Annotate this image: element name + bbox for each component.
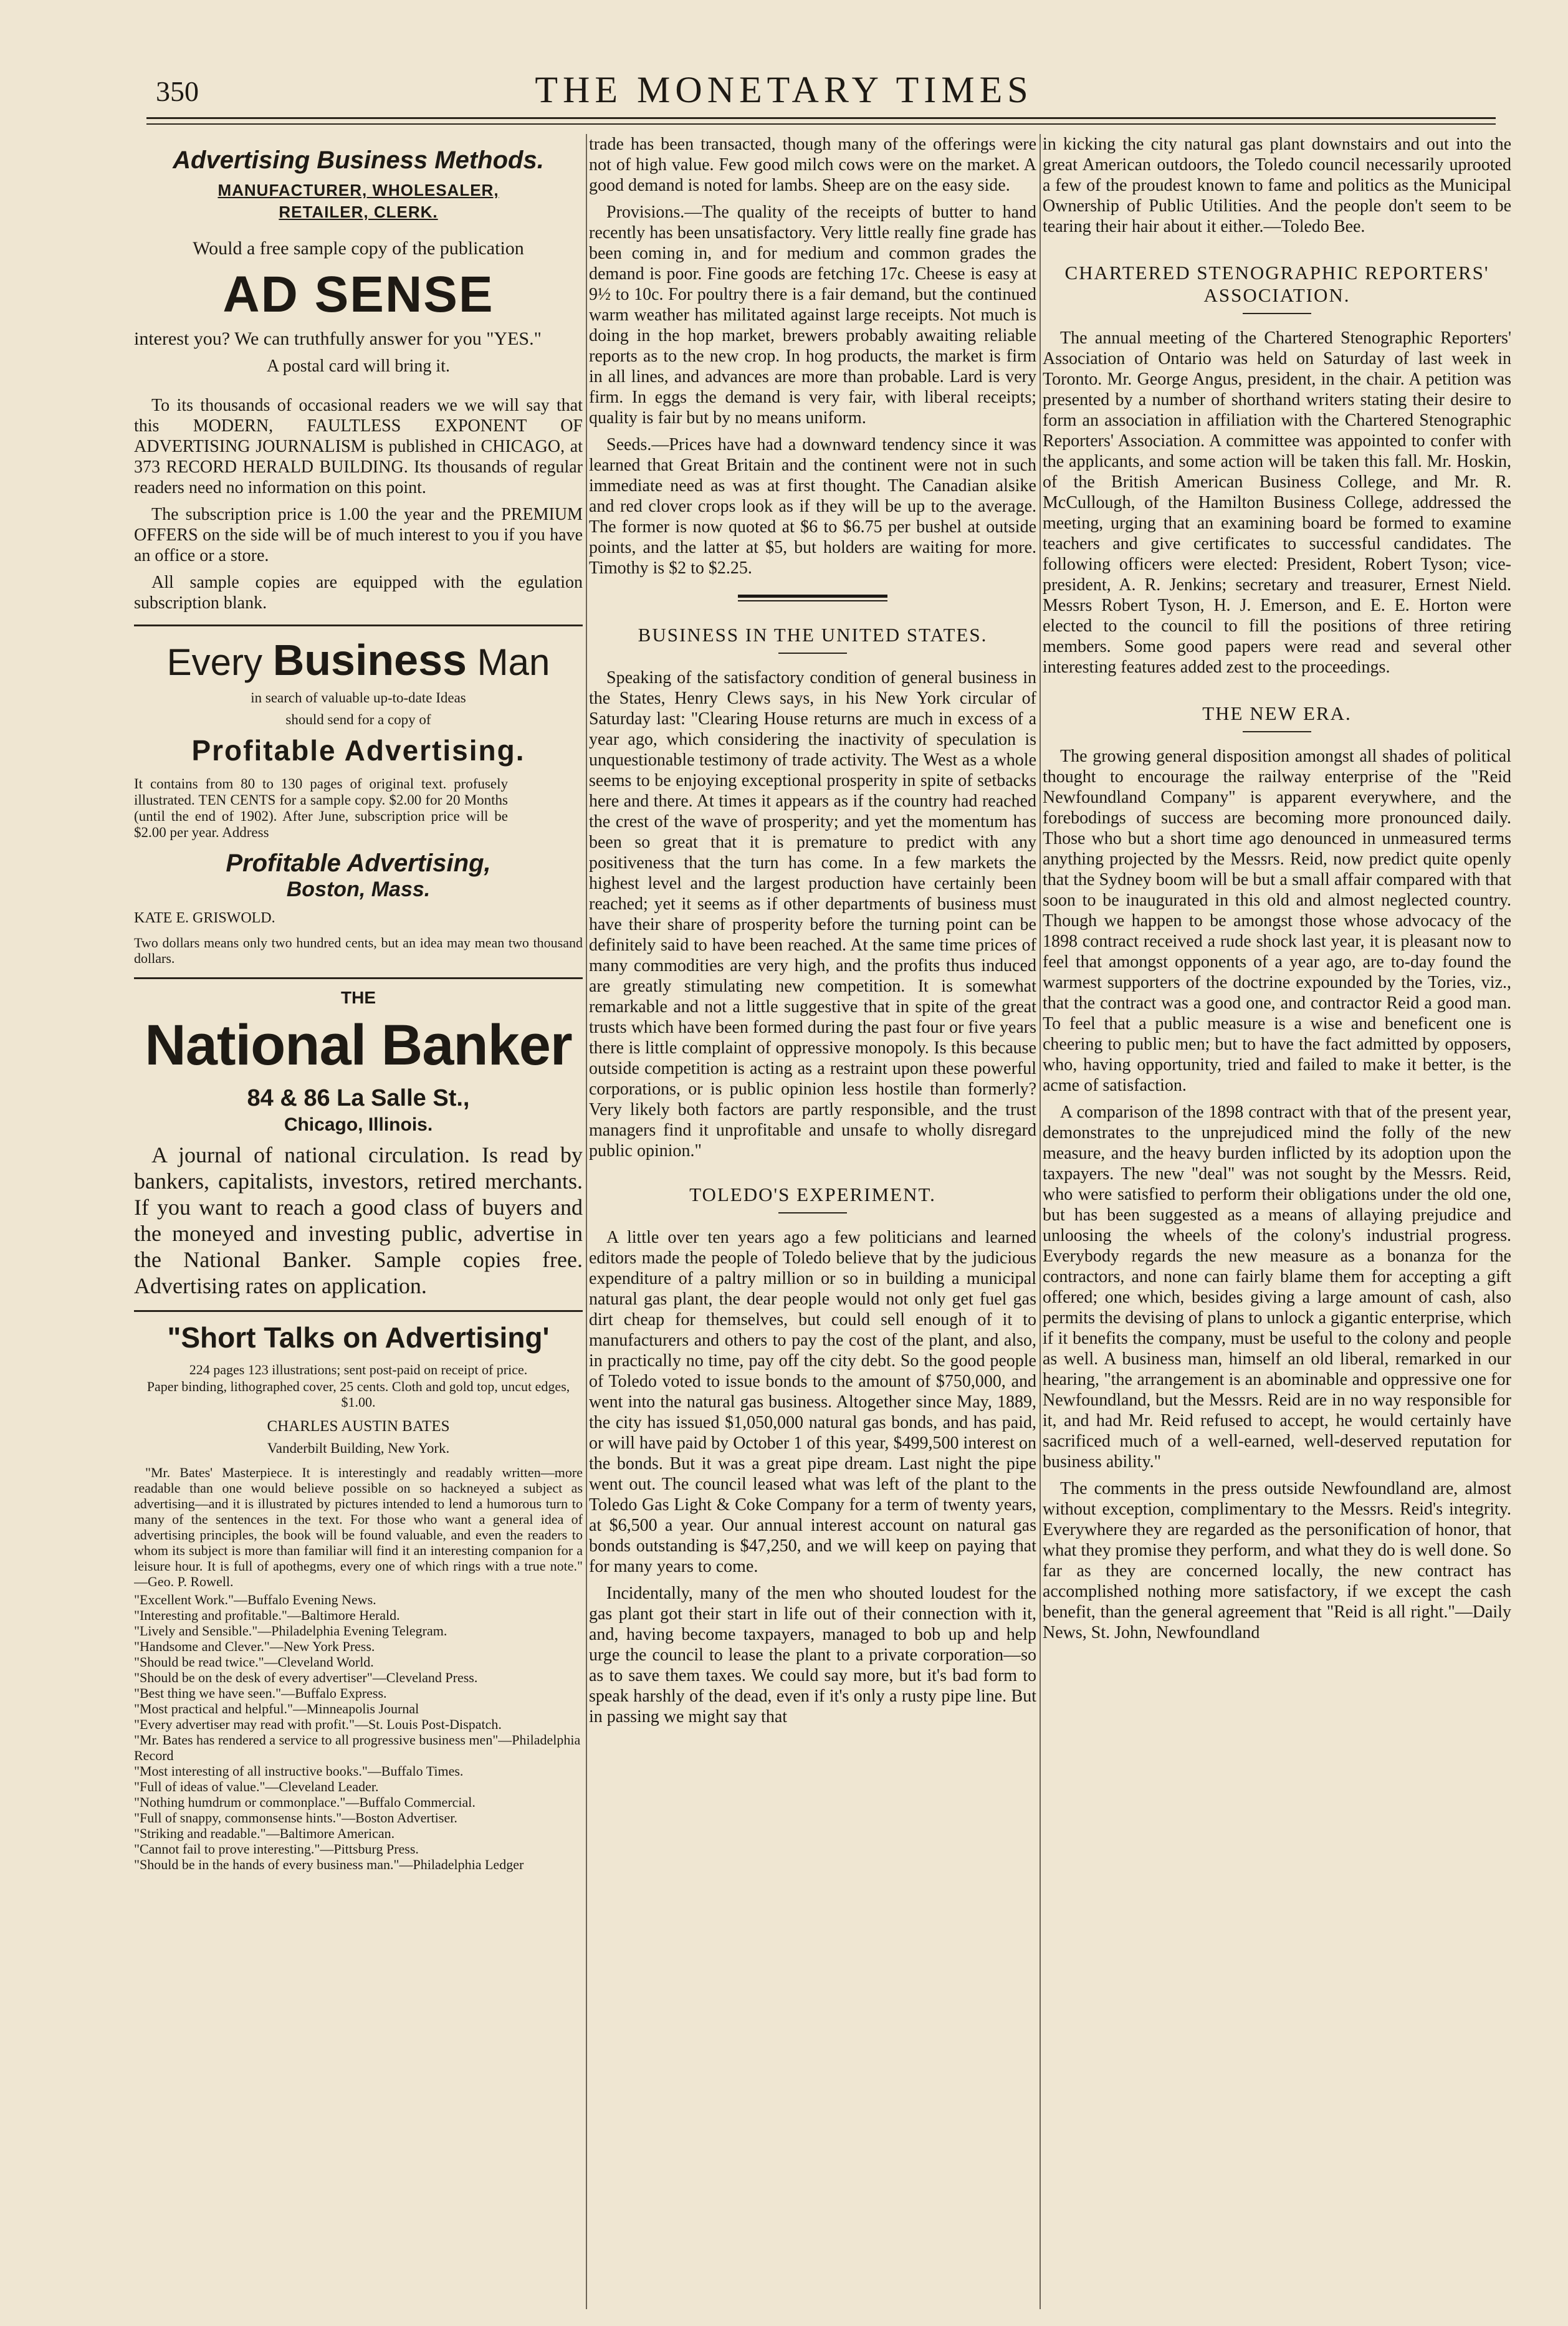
- press-quote: "Handsome and Clever."—New York Press.: [134, 1639, 375, 1654]
- markets-paragraph-seeds: Seeds.—Prices have had a downward tendency since it was learned that Great Britain and the continent were not in such immediate need as was at first thought. The Canadian alsike and red clover crops look as if they will be up to the average. The former is now quoted at $6 to $6.75 per bushel at outside points, and the latter at $5, but holders are waiting for more. Timothy is $2 to $2.25.: [589, 435, 1036, 578]
- business-heading: BUSINESS IN THE UNITED STATES.: [638, 624, 988, 646]
- markets-paragraph-provisions: Provisions.—The quality of the receipts of butter to hand recently has been unsatisfactory. Very little really fine grade has been coming in, and for medium and common grades the demand is poor. Fine goods are fetching 17c. Cheese is easy at 9½ to 10c. For poultry there is a fair demand, but the continued warm weather has militated against large receipts. Not much is doing in the hop market, brewers probably awaiting reliable reports as to the new crop. In hog products, the market is firm in all lines, and advances are more than probable. Lard is very firm. In eggs the demand is very fair, with liberal receipts; quality is fair but by no means uniform.: [589, 203, 1036, 428]
- press-quote: "Mr. Bates has rendered a service to all progressive business men"—Philadelphia Record: [134, 1732, 581, 1763]
- national-banker-advertisement: [134, 988, 583, 1299]
- profitable-body: It contains from 80 to 130 pages of original text. profusely illustrated. TEN CENTS for a sample copy. $2.00 for 20 Months (until the end of 1902). After June, subscription price will be $2.00 per year. Address: [134, 776, 508, 840]
- press-quote: "Nothing humdrum or commonplace."—Buffalo Commercial.: [134, 1794, 476, 1810]
- markets-paragraph-1: trade has been transacted, though many of the offerings were not of high value. Few good milch cows were on the market. A good demand is noted for lambs. Sheep are on the easy side.: [589, 135, 1036, 195]
- short-talks-review: "Mr. Bates' Masterpiece. It is interestingly and readably written—more readable than one would believe possible on so hackneyed a subject as advertising—and it is illustrated by pictures intended to lend a humorous turn to many of the sentences in the text. For those who want a general idea of advertising principles, the book will be found valuable, and even the readers to whom its subject is more than familiar will find it an interesting companion for a leisure hour. It is full of apothegms, every one of which rings with a true note." —Geo. P. Rowell.: [134, 1465, 583, 1589]
- column-associations-new-era: [1043, 134, 1511, 2309]
- ad-divider: [134, 977, 583, 979]
- profitable-advertising-advertisement: [134, 635, 583, 966]
- toledo-continuation: in kicking the city natural gas plant downstairs and out into the great American outdoors, the Toledo council necessarily uprooted a few of the proudest known to fame and politics as the Municipal Ownership of Public Utilities. And the people don't seem to be tearing their hair about it either.—Toledo Bee.: [1043, 135, 1511, 236]
- profitable-note: Two dollars means only two hundred cents, but an idea may mean two thousand dollars.: [134, 935, 583, 966]
- page-header: [0, 0, 1568, 131]
- press-quote: "Should be in the hands of every business man."—Philadelphia Ledger: [134, 1857, 524, 1872]
- column-markets-business: [589, 134, 1036, 2309]
- stenographic-paragraph: The annual meeting of the Chartered Stenographic Reporters' Association of Ontario was held on Saturday of last week in Toronto. Mr. George Angus, president, in the chair. A petition was presented by a number of shorthand writers stating their desire to form an association in affiliation with the Chartered Stenographic Reporters' Association. A committee was appointed to confer with the applicants, and some action will be taken this fall. Mr. Hoskin, of the British American Business College, and Mr. R. McCullough, of the Hamilton Business College, addressed the meeting, urging that an examining board be formed to examine teachers and give certificates to successful candidates. The following officers were elected: President, Robert Tyson; vice-president, A. R. Jenkins; secretary and treasurer, Ernest Nield. Messrs Robert Tyson, H. J. Emerson, and E. E. Horton were elected to the council to fill the positions of three retiring members. Some good papers were read and several other interesting features added zest to the proceedings.: [1043, 328, 1511, 677]
- ad-sense-subhead-2: RETAILER, CLERK.: [279, 203, 438, 221]
- section-rule: [778, 653, 847, 654]
- profitable-address-2: Boston, Mass.: [286, 878, 431, 901]
- column-rule-2: [1040, 134, 1041, 2309]
- press-quote: "Most practical and helpful."—Minneapolis Journal: [134, 1701, 419, 1716]
- ad-sense-title: Advertising Business Methods.: [173, 146, 544, 174]
- new-era-paragraph-3: The comments in the press outside Newfoundland are, almost without exception, complimentary to the Messrs. Reid's integrity. Everywhere they are regarded as the personification of honor, that what they promise they perform, and what they do is well done. So far as they are concerned locally, the new contract has accomplished nothing more satisfactory, if we except the cash benefit, than the general agreement that "Reid is all right."—Daily News, St. John, Newfoundland: [1043, 1479, 1511, 1642]
- ad-divider: [134, 1310, 583, 1312]
- press-quote: "Most interesting of all instructive books."—Buffalo Times.: [134, 1763, 464, 1779]
- running-title: THE MONETARY TIMES: [535, 69, 1033, 110]
- ad-sense-advertisement: [134, 146, 583, 613]
- profitable-line-2: should send for a copy of: [285, 712, 431, 727]
- profitable-name: KATE E. GRISWOLD.: [134, 910, 275, 926]
- short-talks-building: Vanderbilt Building, New York.: [267, 1440, 450, 1456]
- press-quote: "Should be read twice."—Cleveland World.: [134, 1654, 374, 1670]
- press-quote: "Every advertiser may read with profit."—St. Louis Post-Dispatch.: [134, 1716, 502, 1732]
- short-talks-quotes: [134, 1592, 583, 1872]
- column-rule-1: [586, 134, 587, 2309]
- toledo-paragraph-2: Incidentally, many of the men who shouted loudest for the gas plant got their start in life out of their connection with it, and, having become taxpayers, managed to bob up and help urge the council to lease the plant to a private corporation—so as to save them taxes. We could say more, but it's bad form to speak harshly of the dead, even if it's only a rusty pipe line. But in passing we might say that: [589, 1584, 1036, 1726]
- ad-sense-postal: A postal card will bring it.: [267, 357, 450, 376]
- section-rule: [1243, 731, 1311, 732]
- press-quote: "Interesting and profitable."—Baltimore Herald.: [134, 1607, 400, 1623]
- press-quote: "Striking and readable."—Baltimore American.: [134, 1826, 395, 1841]
- toledo-heading: TOLEDO'S EXPERIMENT.: [689, 1184, 936, 1205]
- section-rule: [778, 1212, 847, 1213]
- ad-sense-headline: AD SENSE: [222, 266, 494, 323]
- stenographic-heading: CHARTERED STENOGRAPHIC REPORTERS' ASSOCIATION.: [1064, 262, 1489, 306]
- header-rule: [146, 117, 1496, 119]
- press-quote: "Cannot fail to prove interesting."—Pittsburg Press.: [134, 1841, 419, 1857]
- press-quote: "Full of snappy, commonsense hints."—Boston Advertiser.: [134, 1810, 457, 1826]
- column-advertisements: [134, 134, 583, 2309]
- section-thick-rule: [738, 595, 887, 601]
- profitable-address-1: Profitable Advertising,: [226, 850, 491, 877]
- business-paragraph: Speaking of the satisfactory condition of general business in the States, Henry Clews says, in his New York circular of Saturday last: "Clearing House returns are much in excess of a year ago, which considering the inactivity of speculation is unquestionable testimony of trade activity. The West as a whole seems to be enjoying exceptional prosperity in spite of setbacks here and there. At times it appears as if the country had reached the crest of the wave of prosperity; and yet the momentum has been so great that it is premature to predict with any positiveness that the turn has come. In a few markets the highest level and the largest production have certainly been reached; yet it seems as if other departments of business must have their share of prosperity before the turning point can be definitely said to have been reached. At the same time prices of many commodities are very high, and the profits thus induced are greatly stimulating new competition. It is somewhat remarkable and not a little suggestive that in spite of the great trusts which have been formed during the past four or five years there is little complaint of oppressive monopoly. Is this because outside competition is acting as a restraint upon these powerful corporations, or is public opinion less hostile than formerly? Very likely both factors are partly responsible, and the trust managers find it unprofitable and unsafe to wholly disregard public opinion.": [589, 668, 1036, 1161]
- banker-address: 84 & 86 La Salle St.,: [247, 1085, 470, 1111]
- press-quote: "Lively and Sensible."—Philadelphia Evening Telegram.: [134, 1623, 447, 1639]
- ad-sense-interest: interest you? We can truthfully answer for you "YES.": [134, 328, 542, 349]
- short-talks-specs-2: Paper binding, lithographed cover, 25 cents. Cloth and gold top, uncut edges, $1.00.: [146, 1379, 570, 1410]
- toledo-paragraph-1: A little over ten years ago a few politicians and learned editors made the people of Toledo believe that by the judicious expenditure of a paltry million or so in building a municipal natural gas plant, the dear people would not only get fuel gas dirt cheap for themselves, but could sell enough of it to manufacturers and others to pay the cost of the plant, and also, in practically no time, pay off the city debt. So the good people of Toledo voted to issue bonds to the amount of $750,000, and went into the natural gas business. Altogether since May, 1889, the city has issued $1,050,000 natural gas bonds, and has paid, or will have paid by October 1 of this year, $499,500 interest on the bonds. But it was a great pipe dream. Last night the pipe went out. The council leased what was left of the plant to the Toledo Gas Light & Coke Company for a term of twenty years, at $6,500 a year. Our annual interest account on natural gas bonds outstanding is $47,250, and we will keep on paying that for many years to come.: [589, 1228, 1036, 1576]
- press-quote: "Best thing we have seen."—Buffalo Express.: [134, 1685, 387, 1701]
- ad-sense-paragraph-2: The subscription price is 1.00 the year and the PREMIUM OFFERS on the side will be of much interest to you if you have an office or a store.: [134, 505, 583, 565]
- banker-city: Chicago, Illinois.: [284, 1114, 433, 1135]
- header-rule-secondary: [146, 123, 1496, 125]
- new-era-paragraph-1: The growing general disposition amongst all shades of political thought to encourage the railway enterprise of the "Reid Newfoundland Company" is apparent everywhere, and the forebodings of success are becoming more pronounced daily. Those who but a short time ago denounced in unmeasured terms anything projected by the Messrs. Reid, now predict quite openly that the Sydney boom will be but a small affair compared with that soon to be inaugurated in this old and almost neglected country. Though we happen to be amongst those whose advocacy of the 1898 contract received a rude shock last year, it is pleasant now to feel that amongst opponents of a year ago, are to-day found the warmest supporters of the doctrine expounded by the Tories, viz., that the contract was a good one, and contractor Reid a good man. To feel that a public measure is a wise and beneficent one is cheering to public men; but to have the fact admitted by opposers, who, having opportunity, tried and failed to make it better, is the acme of satisfaction.: [1043, 747, 1511, 1095]
- banker-body: A journal of national circulation. Is read by bankers, capitalists, investors, retired merchants. If you want to reach a good class of buyers and the moneyed and investing public, advertise in the National Banker. Sample copies free. Advertising rates on application.: [134, 1142, 583, 1298]
- every-business-man-headline: Every Business Man: [166, 636, 550, 684]
- ad-sense-subhead-1: MANUFACTURER, WHOLESALER,: [218, 181, 499, 199]
- banker-the: THE: [341, 988, 376, 1007]
- press-quote: "Full of ideas of value."—Cleveland Leader.: [134, 1779, 379, 1794]
- new-era-paragraph-2: A comparison of the 1898 contract with that of the present year, demonstrates to the unprejudiced mind the folly of the new measure, and the heavy burden inflicted by its adoption upon the taxpayers. The new "deal" was not sought by the Messrs. Reid, who were satisfied to perform their obligations under the old one, but has been suggested as a means of allaying prejudice and unloosing the wheels of the colony's industrial progress. Everybody regards the new measure as a bonanza for the contractors, and none can fairly blame them for accepting a gift offered; one which, besides giving a large amount of cash, also permits the devising of plans to unlock a gigantic enterprise, which if it benefits the company, must be useful to the colony and people as well. A business man, himself an old liberal, remarked in our hearing, "the arrangement is an abominable and oppressive one for Newfoundland, but the Messrs. Reid are in no way responsible for it, and had Mr. Reid refused to accept, he would certainly have sacrificed much of a well-earned, well-deserved reputation for business ability.": [1043, 1103, 1511, 1472]
- short-talks-specs-1: 224 pages 123 illustrations; sent post-paid on receipt of price.: [189, 1362, 528, 1377]
- short-talks-advertisement: [134, 1321, 583, 1872]
- ad-sense-paragraph-3: All sample copies are equipped with the egulation subscription blank.: [134, 573, 583, 613]
- ad-divider: [134, 625, 583, 626]
- page-number: 350: [156, 75, 199, 107]
- new-era-heading: THE NEW ERA.: [1202, 702, 1352, 724]
- ad-sense-paragraph-1: To its thousands of occasional readers we we will say that this MODERN, FAULTLESS EXPONENT OF ADVERTISING JOURNALISM is published in CHICAGO, at 373 RECORD HERALD BUILDING. Its thousands of regular readers need no information on this point.: [134, 396, 583, 497]
- short-talks-author: CHARLES AUSTIN BATES: [267, 1418, 450, 1435]
- section-rule: [1243, 313, 1311, 314]
- short-talks-title: "Short Talks on Advertising': [167, 1321, 550, 1354]
- ad-sense-intro: Would a free sample copy of the publication: [193, 238, 524, 259]
- profitable-title: Profitable Advertising.: [191, 734, 525, 767]
- profitable-line-1: in search of valuable up-to-date Ideas: [251, 690, 466, 706]
- press-quote: "Should be on the desk of every advertiser"—Cleveland Press.: [134, 1670, 478, 1685]
- banker-title: National Banker: [145, 1013, 572, 1077]
- press-quote: "Excellent Work."—Buffalo Evening News.: [134, 1592, 376, 1607]
